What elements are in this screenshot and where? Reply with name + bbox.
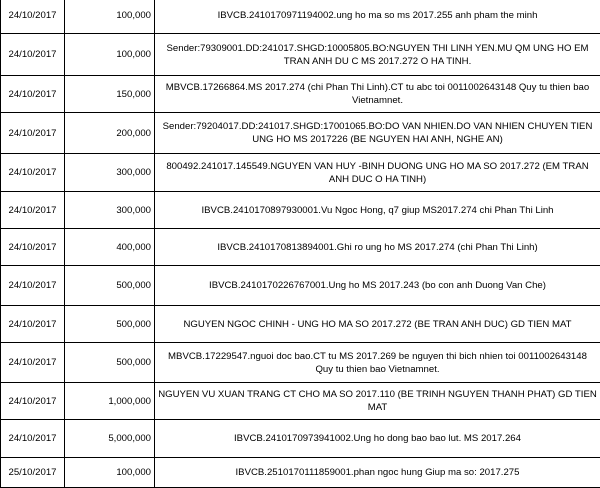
description-cell: IBVCB.2410170973941002.Ung ho dong bao bao lut. MS 2017.264 — [155, 420, 600, 458]
amount-cell: 150,000 — [65, 76, 155, 113]
table-row — [1, 34, 600, 76]
date-cell: 24/10/2017 — [1, 113, 65, 154]
table-row — [1, 154, 600, 192]
description-cell: 800492.241017.145549.NGUYEN VAN HUY -BINH DUONG UNG HO MA SO 2017.272 (EM TRAN ANH DUC O HA TINH) — [155, 154, 600, 192]
description-cell: IBVCB.2410170897930001.Vu Ngoc Hong, q7 giup MS2017.274 chi Phan Thi Linh — [155, 192, 600, 229]
date-cell: 24/10/2017 — [1, 192, 65, 229]
description-cell: IBVCB.2410170226767001.Ung ho MS 2017.243 (bo con anh Duong Van Che) — [155, 266, 600, 306]
table-row — [1, 343, 600, 383]
table-row — [1, 383, 600, 420]
amount-cell: 100,000 — [65, 458, 155, 488]
description-cell: NGUYEN VU XUAN TRANG CT CHO MA SO 2017.110 (BE TRINH NGUYEN THANH PHAT) GD TIEN MAT — [155, 383, 600, 420]
amount-cell: 300,000 — [65, 154, 155, 192]
description-cell: MBVCB.17229547.nguoi doc bao.CT tu MS 2017.269 be nguyen thi bich nhien toi 0011002643148 Quy tu thien bao Vietnamnet. — [155, 343, 600, 383]
table-row — [1, 306, 600, 343]
table-row — [1, 76, 600, 113]
date-cell: 24/10/2017 — [1, 343, 65, 383]
amount-cell: 100,000 — [65, 0, 155, 34]
table-row — [1, 0, 600, 34]
date-cell: 24/10/2017 — [1, 34, 65, 76]
table-row — [1, 229, 600, 266]
description-cell: NGUYEN NGOC CHINH - UNG HO MA SO 2017.272 (BE TRAN ANH DUC) GD TIEN MAT — [155, 306, 600, 343]
amount-cell: 100,000 — [65, 34, 155, 76]
description-cell: Sender:79309001.DD:241017.SHGD:10005805.BO:NGUYEN THI LINH YEN.MU QM UNG HO EM TRAN ANH DU C MS 2017.272 O HA TINH. — [155, 34, 600, 76]
amount-cell: 5,000,000 — [65, 420, 155, 458]
description-cell: MBVCB.17266864.MS 2017.274 (chi Phan Thi Linh).CT tu abc toi 0011002643148 Quy tu thien bao Vietnamnet. — [155, 76, 600, 113]
description-cell: IBVCB.2410170813894001.Ghi ro ung ho MS 2017.274 (chi Phan Thi Linh) — [155, 229, 600, 266]
date-cell: 24/10/2017 — [1, 0, 65, 34]
date-cell: 24/10/2017 — [1, 306, 65, 343]
date-cell: 24/10/2017 — [1, 420, 65, 458]
amount-cell: 500,000 — [65, 343, 155, 383]
description-cell: IBVCB.2410170971194002.ung ho ma so ms 2017.255 anh pham the minh — [155, 0, 600, 34]
amount-cell: 500,000 — [65, 266, 155, 306]
date-cell: 24/10/2017 — [1, 154, 65, 192]
date-cell: 24/10/2017 — [1, 383, 65, 420]
date-cell: 24/10/2017 — [1, 76, 65, 113]
amount-cell: 300,000 — [65, 192, 155, 229]
table-row — [1, 458, 600, 488]
date-cell: 24/10/2017 — [1, 266, 65, 306]
amount-cell: 500,000 — [65, 306, 155, 343]
table-row — [1, 113, 600, 154]
date-cell: 24/10/2017 — [1, 229, 65, 266]
amount-cell: 1,000,000 — [65, 383, 155, 420]
date-cell: 25/10/2017 — [1, 458, 65, 488]
table-row — [1, 420, 600, 458]
table-row — [1, 192, 600, 229]
amount-cell: 200,000 — [65, 113, 155, 154]
table-row — [1, 266, 600, 306]
description-cell: IBVCB.2510170111859001.phan ngoc hung Giup ma so: 2017.275 — [155, 458, 600, 488]
description-cell: Sender:79204017.DD:241017.SHGD:17001065.BO:DO VAN NHIEN.DO VAN NHIEN CHUYEN TIEN UNG HO MS 2017226 (BE NGUYEN HAI ANH, NGHE AN) — [155, 113, 600, 154]
amount-cell: 400,000 — [65, 229, 155, 266]
